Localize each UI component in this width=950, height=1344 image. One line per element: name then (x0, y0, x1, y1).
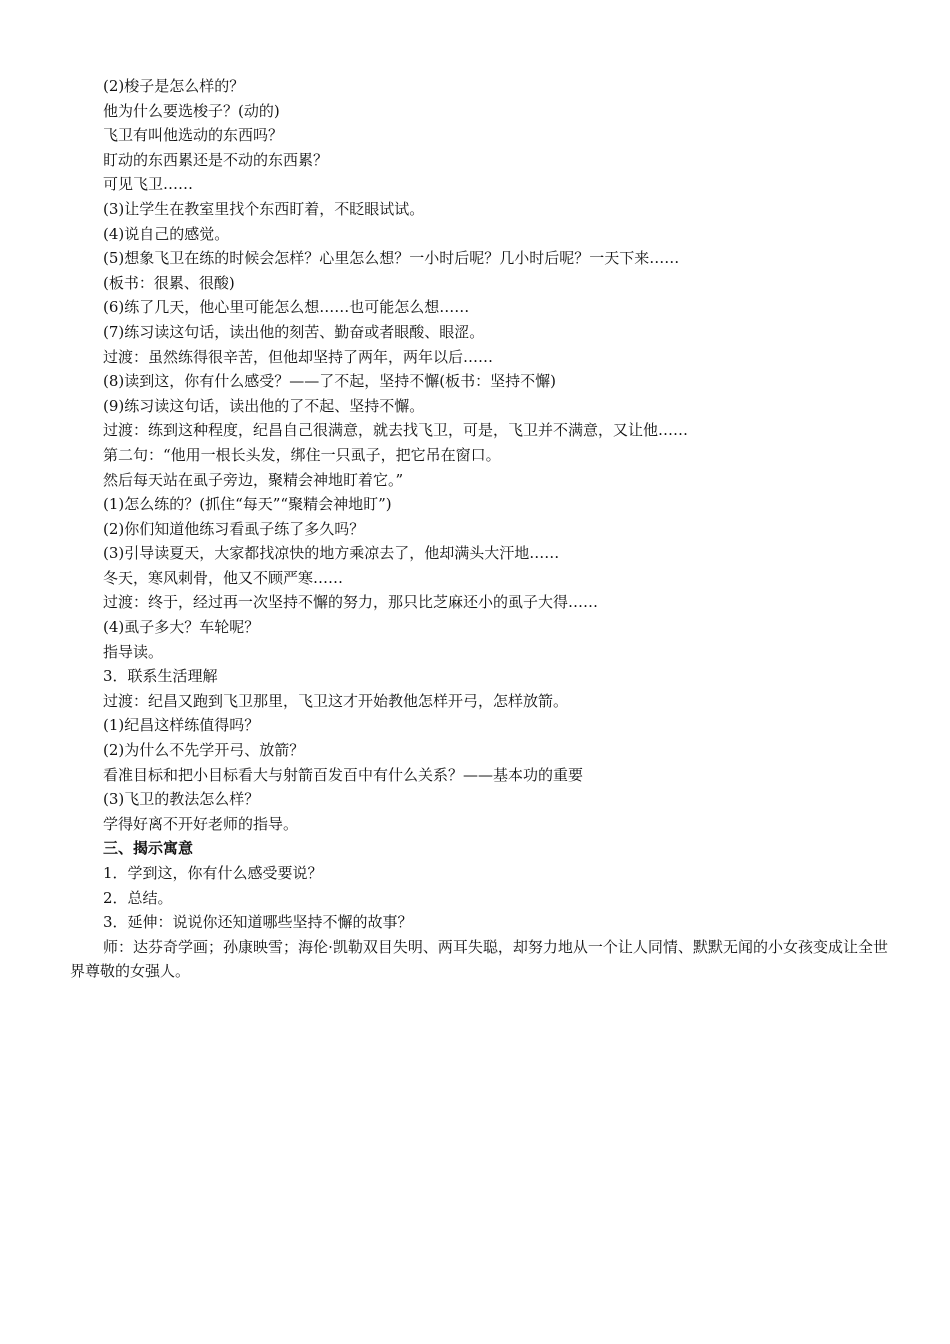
text-line: (2)梭子是怎么样的？ (103, 77, 245, 95)
text-line: (5)想象飞卫在练的时候会怎样？心里怎么想？一小时后呢？几小时后呢？一天下来…… (103, 249, 680, 268)
text-line: (4)说自己的感觉。 (103, 224, 230, 243)
closing-paragraph: 师：达芬奇学画；孙康映雪；海伦·凯勒双目失明、两耳失聪，却努力地从一个让人同情、默默无闻的小女孩变成让全世界尊敬的女强人。 (70, 937, 888, 981)
text-line: 可见飞卫…… (103, 175, 194, 194)
text-line: 指导读。 (103, 642, 164, 661)
text-line: (7)练习读这句话，读出他的刻苦、勤奋或者眼酸、眼涩。 (103, 322, 485, 341)
text-line: 学得好离不开好老师的指导。 (103, 814, 299, 833)
text-line: 冬天，寒风刺骨，他又不顾严寒…… (103, 568, 344, 587)
quote-line: 然后每天站在虱子旁边，聚精会神地盯着它。” (103, 470, 404, 489)
subsection-heading: 3．联系生活理解 (103, 667, 218, 686)
text-line: (2)为什么不先学开弓、放箭？ (103, 741, 305, 760)
transition-line: 过渡：虽然练得很辛苦，但他却坚持了两年，两年以后…… (103, 347, 494, 366)
list-item: 2．总结。 (103, 888, 173, 907)
text-line: (3)引导读夏天，大家都找凉快的地方乘凉去了，他却满头大汗地…… (103, 544, 560, 563)
text-line: (6)练了几天，他心里可能怎么想……也可能怎么想…… (103, 298, 470, 317)
text-line: 盯动的东西累还是不动的东西累？ (103, 150, 329, 169)
quote-line: 第二句：“他用一根长头发，绑住一只虱子，把它吊在窗口。 (103, 445, 501, 464)
text-line: (1)纪昌这样练值得吗？ (103, 716, 260, 735)
section-heading: 三、揭示寓意 (103, 839, 194, 858)
list-item: 1．学到这，你有什么感受要说？ (103, 864, 323, 882)
board-note: (板书：很累、很酸) (103, 273, 235, 292)
text-line: 看准目标和把小目标看大与射箭百发百中有什么关系？——基本功的重要 (103, 765, 584, 784)
transition-line: 过渡：纪昌又跑到飞卫那里，飞卫这才开始教他怎样开弓，怎样放箭。 (103, 691, 569, 710)
list-item: 3．延伸：说说你还知道哪些坚持不懈的故事？ (103, 913, 413, 932)
text-line: (3)飞卫的教法怎么样？ (103, 790, 260, 809)
text-line: (2)你们知道他练习看虱子练了多久吗？ (103, 519, 365, 538)
document-body (70, 74, 888, 984)
text-line: (1)怎么练的？(抓住“每天”“聚精会神地盯”) (103, 495, 392, 514)
text-line: 飞卫有叫他选动的东西吗？ (103, 126, 284, 145)
text-line: (9)练习读这句话，读出他的了不起、坚持不懈。 (103, 396, 425, 415)
text-line: 他为什么要选梭子？(动的) (103, 101, 280, 120)
text-line: (8)读到这，你有什么感受？——了不起，坚持不懈(板书：坚持不懈) (103, 372, 556, 391)
transition-line: 过渡：终于，经过再一次坚持不懈的努力，那只比芝麻还小的虱子大得…… (103, 593, 599, 612)
text-line: (4)虱子多大？车轮呢？ (103, 618, 260, 637)
transition-line: 过渡：练到这种程度，纪昌自己很满意，就去找飞卫，可是，飞卫并不满意，又让他…… (103, 421, 689, 440)
text-line: (3)让学生在教室里找个东西盯着，不眨眼试试。 (103, 199, 425, 218)
